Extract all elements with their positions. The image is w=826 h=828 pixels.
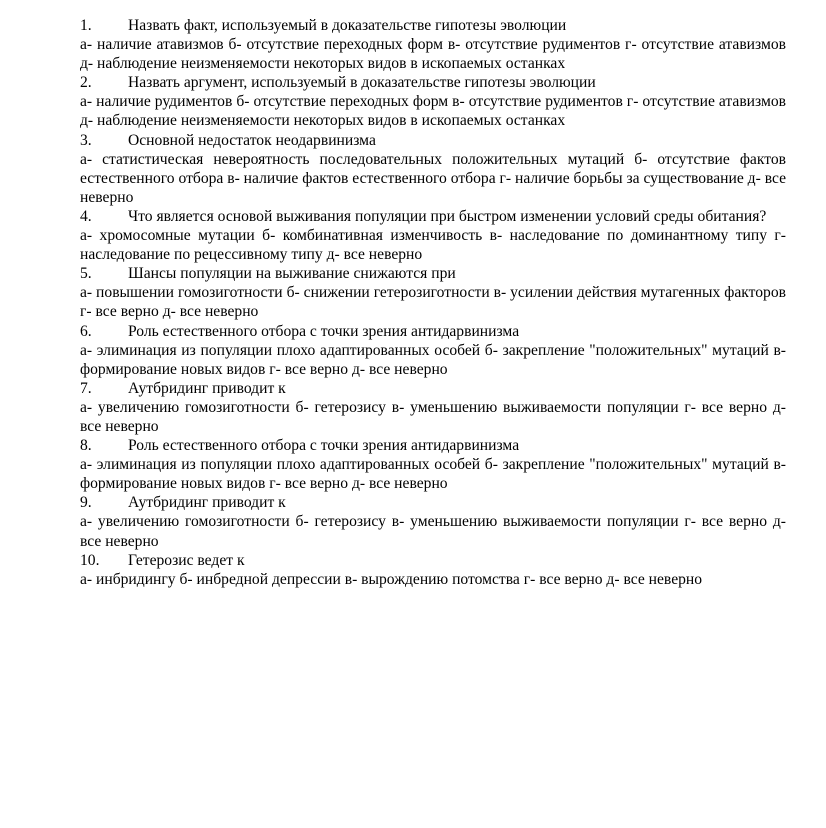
question-number: 1.: [80, 17, 92, 34]
question-number: 3.: [80, 131, 92, 149]
question-text: Гетерозис ведет к: [128, 551, 245, 569]
question-text: Роль естественного отбора с точки зрения антидарвинизма: [128, 437, 520, 455]
question-item: [80, 207, 786, 264]
question-item: [80, 73, 786, 130]
question-text: Роль естественного отбора с точки зрения антидарвинизма: [128, 322, 520, 340]
answer-options: а- статистическая невероятность последовательных положительных мутаций б- отсутствие фактов естественного отбора в- наличие фактов естественного отбора г- наличие борьбы за существование д- все неверно: [80, 150, 786, 206]
answer-options: а- хромосомные мутации б- комбинативная изменчивость в- наследование по доминантному типу г- наследование по рецессивному типу д- все неверно: [80, 227, 786, 264]
question-item: [80, 436, 786, 493]
question-number: 10.: [80, 551, 100, 569]
question-heading: [80, 264, 786, 283]
answer-options: а- элиминация из популяции плохо адаптированных особей б- закрепление "положительных" мутаций в- формирование новых видов г- все верно д- все неверно: [80, 341, 786, 378]
answer-options: а- инбридингу б- инбредной депрессии в- вырождению потомства г- все верно д- все неверно: [80, 570, 703, 588]
question-number: 9.: [80, 494, 92, 512]
question-text: Аутбридинг приводит к: [128, 494, 286, 512]
question-text: Что является основой выживания популяции при быстром изменении условий среды обитания?: [128, 207, 767, 225]
answer-options: а- наличие рудиментов б- отсутствие переходных форм в- отсутствие рудиментов г- отсутствие атавизмов д- наблюдение неизменяемости некоторых видов в ископаемых останках: [80, 93, 786, 130]
question-number: 7.: [80, 379, 92, 397]
question-text: Аутбридинг приводит к: [128, 379, 286, 397]
question-item: [80, 322, 786, 379]
question-item: [80, 16, 786, 73]
question-heading: [80, 207, 786, 226]
question-text: Шансы популяции на выживание снижаются при: [128, 265, 456, 283]
question-heading: [80, 16, 786, 35]
answer-options: а- повышении гомозиготности б- снижении гетерозиготности в- усилении действия мутагенных факторов г- все верно д- все неверно: [80, 284, 786, 321]
question-number: 5.: [80, 265, 92, 283]
question-heading: [80, 379, 786, 398]
question-heading: [80, 493, 786, 512]
question-heading: [80, 131, 786, 150]
question-number: 2.: [80, 74, 92, 92]
question-heading: [80, 436, 786, 455]
question-number: 6.: [80, 322, 92, 340]
question-number: 8.: [80, 437, 92, 455]
question-item: [80, 493, 786, 550]
question-item: [80, 379, 786, 436]
question-heading: [80, 73, 786, 92]
question-heading: [80, 322, 786, 341]
question-list: [80, 16, 786, 589]
question-text: Основной недостаток неодарвинизма: [128, 131, 376, 149]
answer-options: а- увеличению гомозиготности б- гетерозису в- уменьшению выживаемости популяции г- все верно д- все неверно: [80, 513, 786, 550]
question-item: [80, 551, 786, 589]
answer-options: а- элиминация из популяции плохо адаптированных особей б- закрепление "положительных" мутаций в- формирование новых видов г- все верно д- все неверно: [80, 456, 786, 493]
answer-options: а- увеличению гомозиготности б- гетерозису в- уменьшению выживаемости популяции г- все верно д- все неверно: [80, 398, 786, 435]
question-item: [80, 264, 786, 321]
answer-options: а- наличие атавизмов б- отсутствие переходных форм в- отсутствие рудиментов г- отсутствие атавизмов д- наблюдение неизменяемости некоторых видов в ископаемых останках: [80, 36, 786, 73]
question-item: [80, 131, 786, 207]
question-heading: [80, 551, 786, 570]
question-text: Назвать аргумент, используемый в доказательстве гипотезы эволюции: [128, 74, 596, 92]
question-number: 4.: [80, 207, 92, 225]
question-text: Назвать факт, используемый в доказательстве гипотезы эволюции: [128, 17, 567, 34]
